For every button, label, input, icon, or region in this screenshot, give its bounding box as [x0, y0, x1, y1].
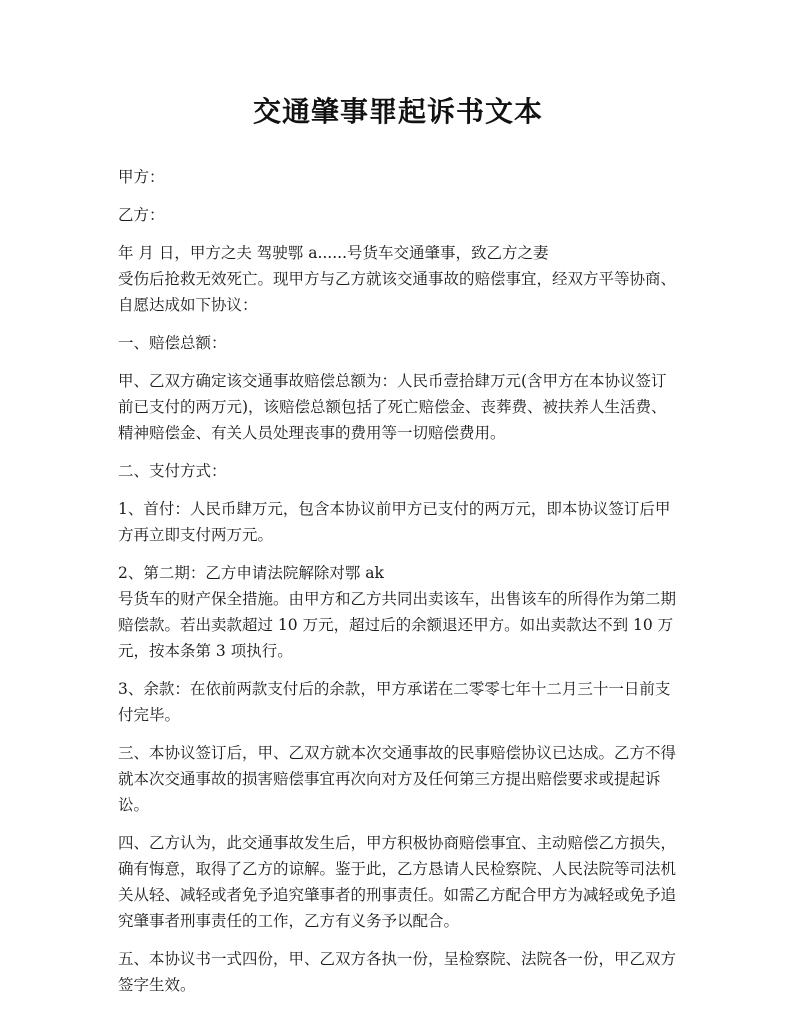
paragraph	[118, 740, 678, 818]
text-line: 二、支付方式：	[118, 462, 227, 480]
text-line: 自愿达成如下协议：	[118, 296, 258, 314]
text-line: 2、第二期：乙方申请法院解除对鄂 ak	[118, 564, 384, 582]
paragraph	[118, 202, 678, 228]
document-title: 交通肇事罪起诉书文本	[252, 95, 543, 128]
paragraph	[118, 830, 678, 934]
paragraph	[118, 946, 678, 998]
paragraph	[118, 164, 678, 190]
text-line: 三、本协议签订后，甲、乙双方就本次交通事故的民事赔偿协议已达成。乙方不得	[118, 744, 677, 762]
paragraph	[118, 458, 678, 484]
paragraph	[118, 240, 678, 318]
paragraph	[118, 560, 678, 664]
paragraph	[118, 368, 678, 446]
text-line: 方再立即支付两万元。	[118, 526, 274, 544]
text-line: 五、本协议书一式四份，甲、乙双方各执一份，呈检察院、法院各一份，甲乙双方	[118, 950, 677, 968]
text-line: 受伤后抢救无效死亡。现甲方与乙方就该交通事故的赔偿事宜，经双方平等协商、	[118, 270, 677, 288]
text-line: 签字生效。	[118, 976, 196, 994]
paragraph	[118, 330, 678, 356]
text-line: 元，按本条第 3 项执行。	[118, 642, 293, 660]
text-line: 究肇事者刑事责任的工作，乙方有义务予以配合。	[118, 912, 460, 930]
text-line: 年 月 日，甲方之夫 驾驶鄂 a......号货车交通肇事，致乙方之妻	[118, 244, 549, 262]
paragraph	[118, 676, 678, 728]
text-line: 付完毕。	[118, 706, 181, 724]
text-line: 四、乙方认为，此交通事故发生后，甲方积极协商赔偿事宜、主动赔偿乙方损失，	[118, 834, 677, 852]
text-line: 赔偿款。若出卖款超过 10 万元，超过后的余额退还甲方。如出卖款达不到 10 万	[118, 616, 674, 634]
text-line: 3、余款：在依前两款支付后的余款，甲方承诺在二零零七年十二月三十一日前支	[118, 680, 671, 698]
paragraph	[118, 496, 678, 548]
text-line: 精神赔偿金、有关人员处理丧事的费用等一切赔偿费用。	[118, 424, 506, 442]
text-line: 就本次交通事故的损害赔偿事宜再次向对方及任何第三方提出赔偿要求或提起诉	[118, 770, 661, 788]
text-line: 乙方：	[118, 206, 165, 224]
text-line: 一、赔偿总额：	[118, 334, 227, 352]
text-line: 1、首付：人民币肆万元，包含本协议前甲方已支付的两万元，即本协议签订后甲	[118, 500, 671, 518]
text-line: 甲、乙双方确定该交通事故赔偿总额为：人民币壹拾肆万元(含甲方在本协议签订	[118, 372, 667, 390]
text-line: 前已支付的两万元)，该赔偿总额包括了死亡赔偿金、丧葬费、被扶养人生活费、	[118, 398, 667, 416]
text-line: 讼。	[118, 796, 150, 814]
text-line: 号货车的财产保全措施。由甲方和乙方共同出卖该车，出售该车的所得作为第二期	[118, 590, 677, 608]
document-body	[118, 164, 678, 998]
text-line: 甲方：	[118, 168, 165, 186]
text-line: 关从轻、减轻或者免予追究肇事者的刑事责任。如需乙方配合甲方为减轻或免予追	[118, 886, 677, 904]
text-line: 确有悔意，取得了乙方的谅解。鉴于此，乙方恳请人民检察院、人民法院等司法机	[118, 860, 677, 878]
